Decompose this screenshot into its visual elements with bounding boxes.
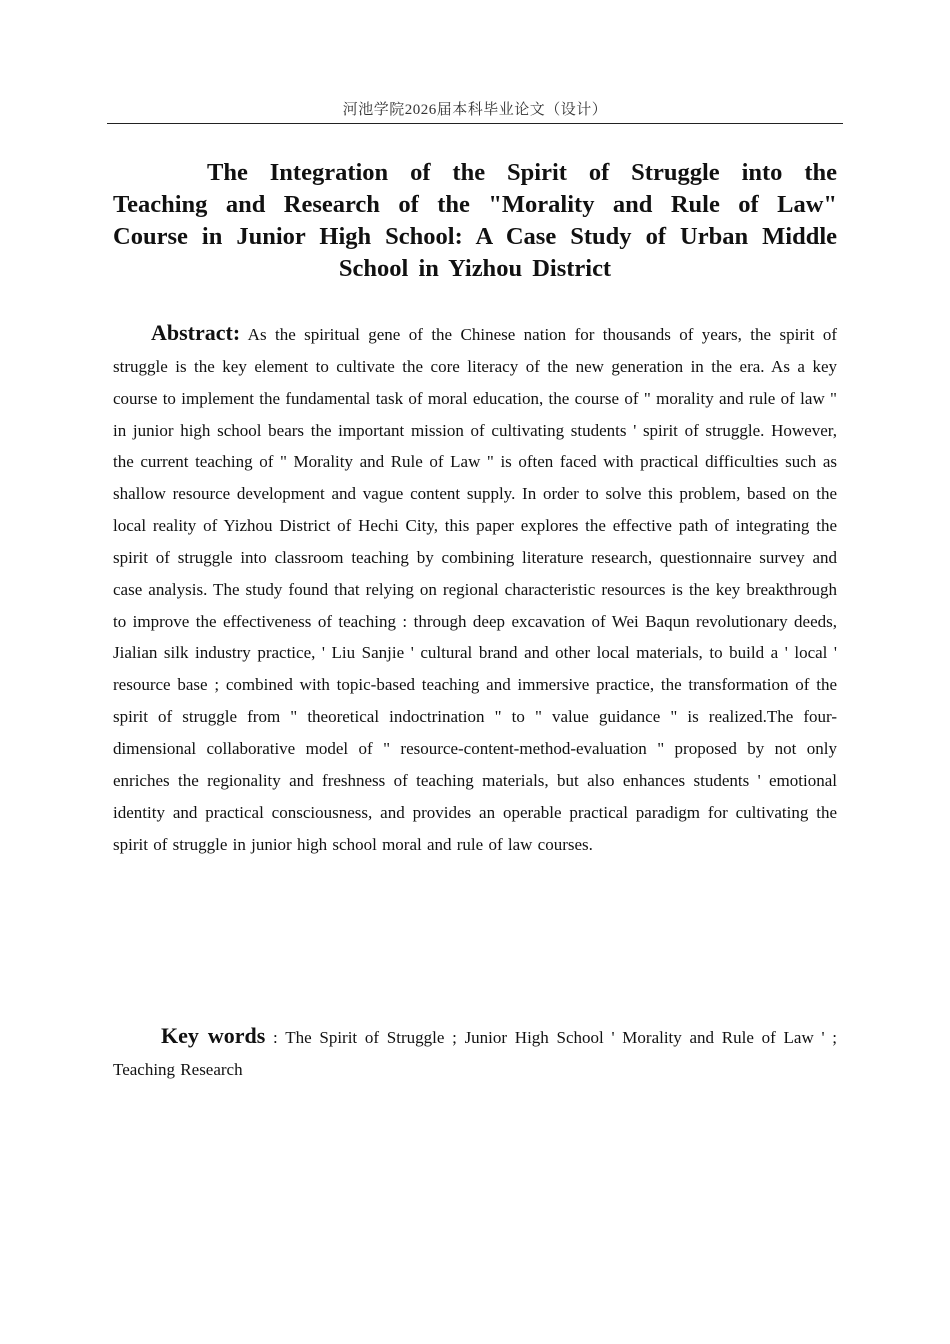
abstract-paragraph [113, 317, 837, 860]
paper-title: The Integration of the Spirit of Struggle into the Teaching and Research of the "Morality and Rule of Law" Course in Junior High School: A Case Study of Urban Middle School in Yizhou District [113, 159, 837, 282]
keywords-paragraph [113, 1020, 837, 1085]
abstract-label: Abstract: [151, 320, 241, 345]
page-header: 河池学院2026届本科毕业论文（设计） [342, 102, 608, 118]
header-divider [107, 123, 843, 124]
keywords-text: : The Spirit of Struggle ; Junior High School ' Morality and Rule of Law ' ; Teaching Research [113, 1028, 837, 1079]
keywords-label: Key words [161, 1023, 266, 1048]
abstract-text: As the spiritual gene of the Chinese nation for thousands of years, the spirit of struggle is the key element to cultivate the core literacy of the new generation in the era. As a key course to implement the fundamental task of moral education, the course of " morality and rule of law " in junior high school bears the important mission of cultivating students ' spirit of struggle. However, the current teaching of " Morality and Rule of Law " is often faced with practical difficulties such as shallow resource development and vague content supply. In order to solve this problem, based on the local reality of Yizhou District of Hechi City, this paper explores the effective path of integrating the spirit of struggle into classroom teaching by combining literature research, questionnaire survey and case analysis. The study found that relying on regional characteristic resources is the key breakthrough to improve the effectiveness of teaching : through deep excavation of Wei Baqun revolutionary deeds, Jialian silk industry practice, ' Liu Sanjie ' cultural brand and other local materials, to build a ' local ' resource base ; combined with topic-based teaching and immersive practice, the transformation of the spirit of struggle from " theoretical indoctrination " to " value guidance " is realized.The four-dimensional collaborative model of " resource-content-method-evaluation " proposed by not only enriches the regionality and freshness of teaching materials, but also enhances students ' emotional identity and practical consciousness, and provides an operable practical paradigm for cultivating the spirit of struggle in junior high school moral and rule of law courses. [113, 325, 837, 854]
